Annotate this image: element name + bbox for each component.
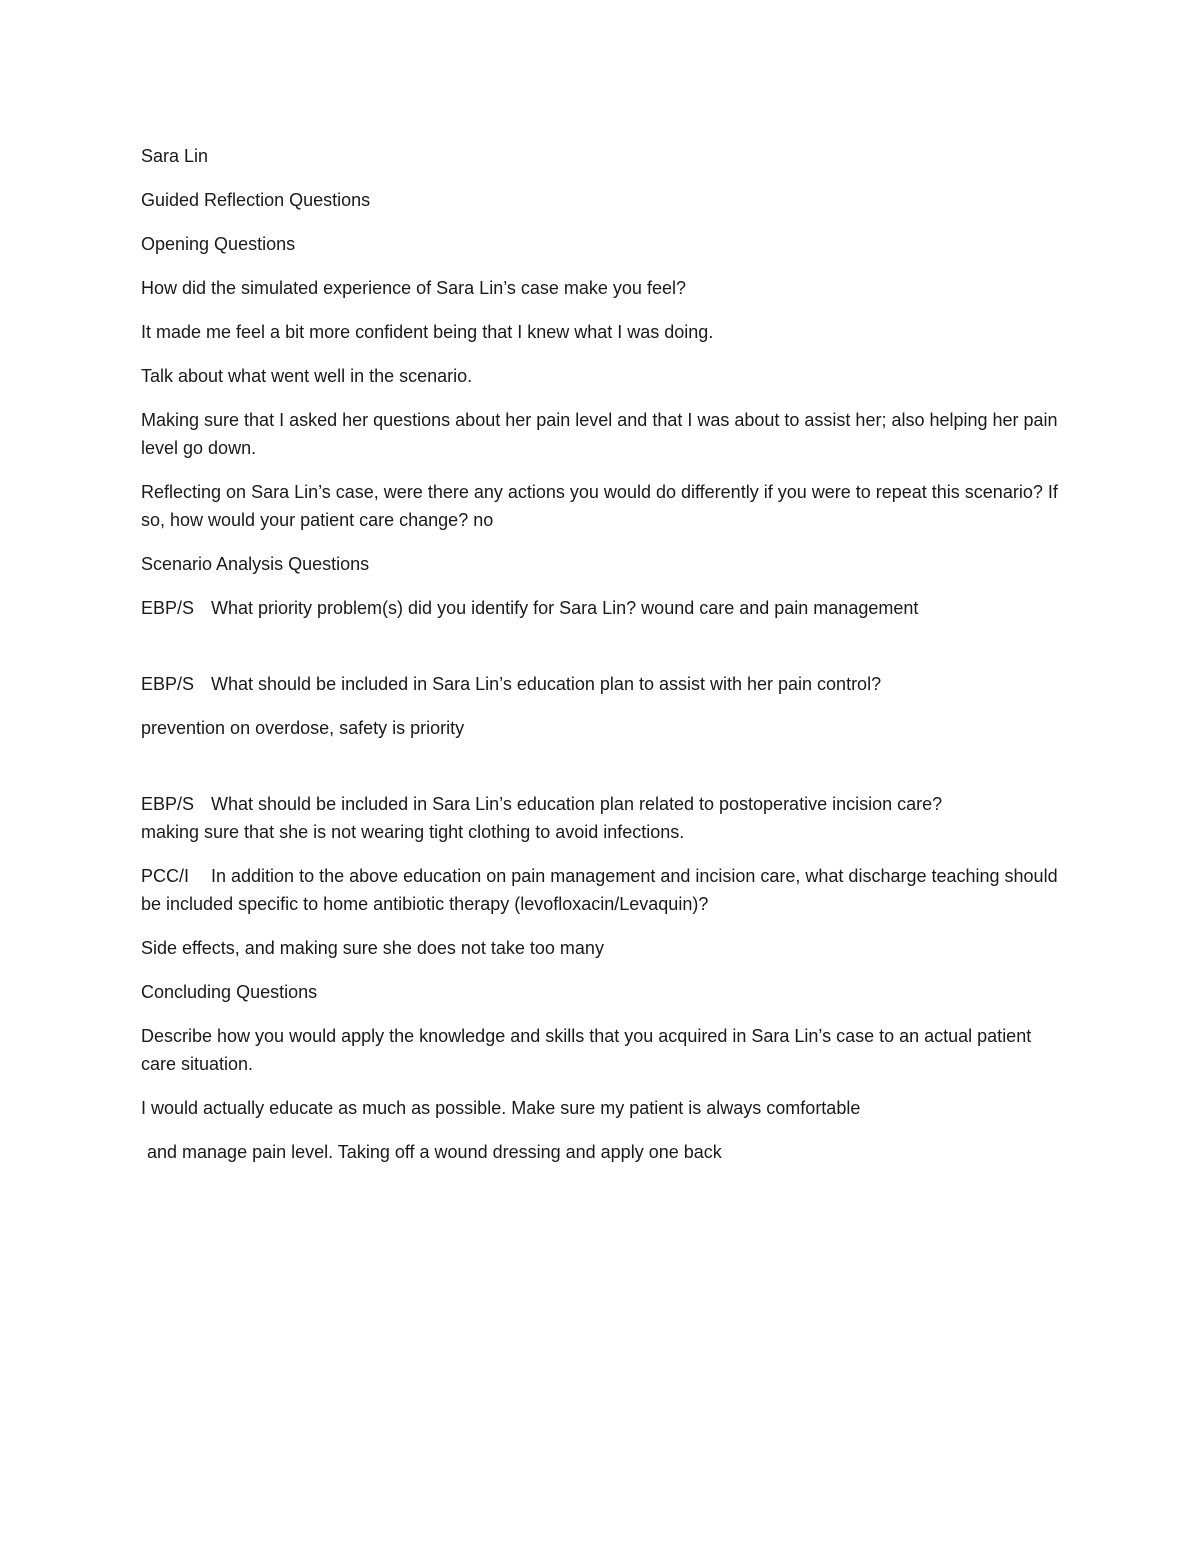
scenario-tag-3: EBP/S <box>141 794 195 814</box>
opening-questions-heading: Opening Questions <box>141 234 296 254</box>
student-name: Sara Lin <box>141 146 209 166</box>
concluding-question-1: Describe how you would apply the knowledge and skills that you acquired in Sara Lin’s case to an actual patient care situation. <box>141 1026 1037 1074</box>
scenario-text-1: What priority problem(s) did you identify for Sara Lin? wound care and pain management <box>211 598 919 618</box>
scenario-tag-2: EBP/S <box>141 674 195 694</box>
concluding-questions-heading: Concluding Questions <box>141 982 318 1002</box>
scenario-text-2: What should be included in Sara Lin’s education plan to assist with her pain control? <box>211 674 882 694</box>
scenario-analysis-heading: Scenario Analysis Questions <box>141 554 370 574</box>
opening-question-1: How did the simulated experience of Sara Lin’s case make you feel? <box>141 278 686 298</box>
scenario-tag-1: EBP/S <box>141 598 195 618</box>
scenario-answer-4: Side effects, and making sure she does not take too many <box>141 938 604 958</box>
opening-question-3: Reflecting on Sara Lin’s case, were there any actions you would do differently if you were to repeat this scenario? If so, how would your patient care change? no <box>141 482 1063 530</box>
scenario-tag-4: PCC/I <box>141 866 190 886</box>
scenario-answer-2: prevention on overdose, safety is priority <box>141 718 465 738</box>
opening-answer-2: Making sure that I asked her questions about her pain level and that I was about to assist her; also helping her pain level go down. <box>141 410 1063 458</box>
scenario-question-1 <box>141 594 1061 622</box>
concluding-answer-line-1: I would actually educate as much as possible. Make sure my patient is always comfortable <box>141 1098 861 1118</box>
opening-question-2: Talk about what went well in the scenario. <box>141 366 473 386</box>
scenario-answer-3: making sure that she is not wearing tight clothing to avoid infections. <box>141 822 685 842</box>
document-title: Guided Reflection Questions <box>141 190 371 210</box>
concluding-answer-line-2: and manage pain level. Taking off a wound dressing and apply one back <box>147 1142 722 1162</box>
scenario-question-3 <box>141 790 1061 846</box>
scenario-question-4 <box>141 862 1061 918</box>
scenario-text-4: In addition to the above education on pain management and incision care, what discharge teaching should be included specific to home antibiotic therapy (levofloxacin/Levaquin)? <box>141 866 1063 914</box>
scenario-question-2 <box>141 670 1061 698</box>
opening-answer-1: It made me feel a bit more confident being that I knew what I was doing. <box>141 322 714 342</box>
scenario-text-3: What should be included in Sara Lin’s education plan related to postoperative incision care? <box>211 794 943 814</box>
document-body <box>141 142 1061 1182</box>
